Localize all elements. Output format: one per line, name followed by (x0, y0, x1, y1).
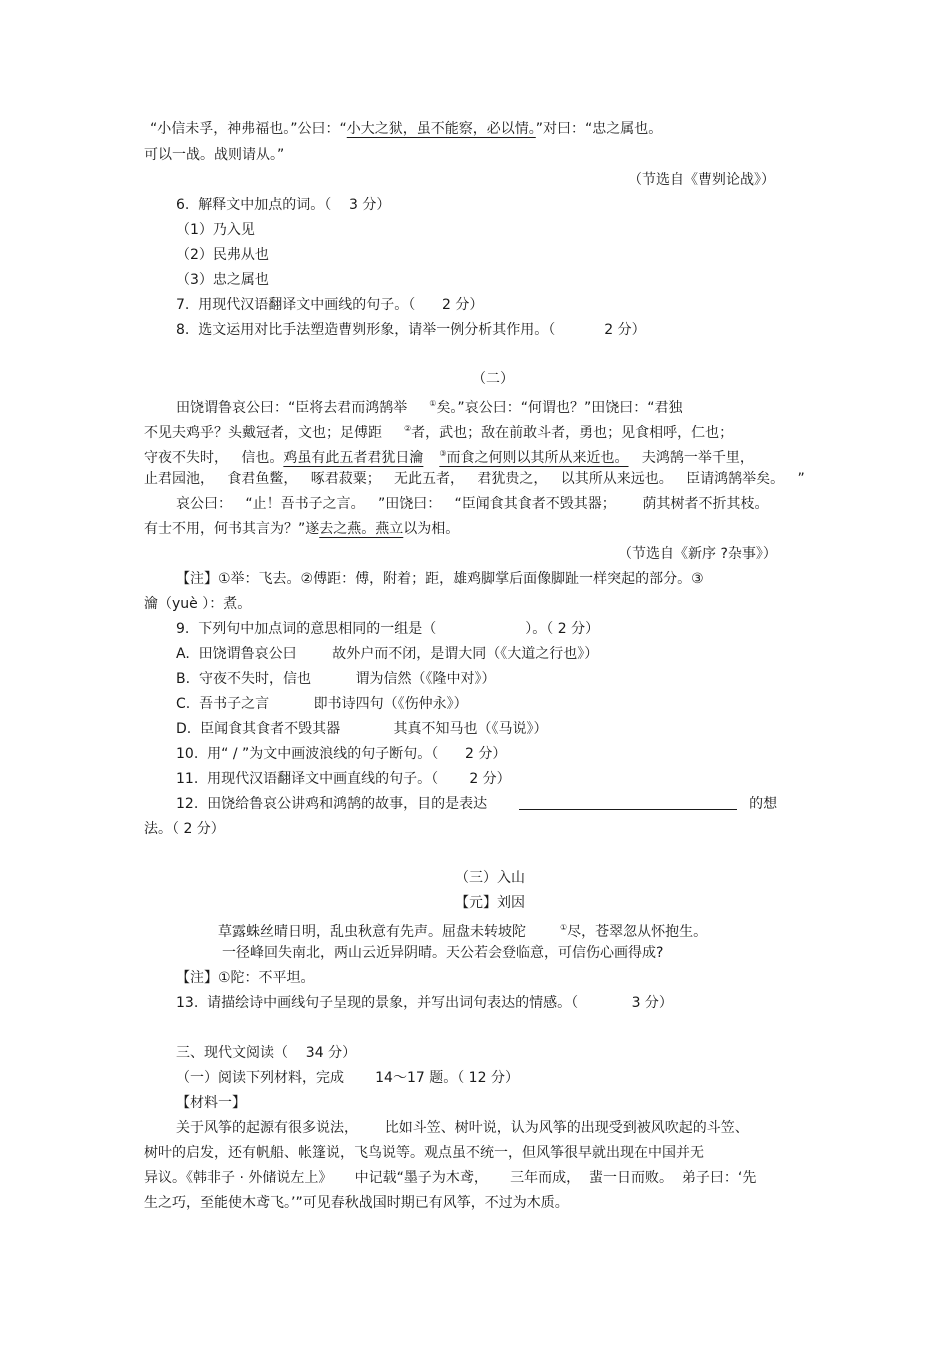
passage2-line3 (144, 444, 754, 468)
passage2-line4: 止君园池， 食君鱼鳖， 啄君菽粟； 无此五者， 君犹贵之， 以其所从来远也。 臣请鸿鹄举矣。 ” (144, 471, 805, 487)
question-6-item-3: （3）忠之属也 (176, 272, 269, 288)
question-9-option-d: D. 臣闻食其食者不毁其器 其真不知马也（《马说》） (176, 721, 548, 737)
note-mark-2: ② (404, 424, 412, 433)
passage2-note-line1: 【注】①举：飞去。②傅距：傅，附着；距，雄鸡脚掌后面像脚趾一样突起的部分。③ (176, 571, 704, 587)
passage2-line6-text-a: 有士不用，何书其言为？”遂 (144, 521, 320, 537)
poem-note-mark: ① (560, 923, 568, 932)
passage2-line2 (144, 419, 733, 443)
passage2-note-line2: 瀹（yuè ）：煮。 (144, 596, 252, 612)
passage2-source: （节选自《新序 ?杂事》） (618, 546, 777, 562)
question-12-text-b: 的想 (749, 796, 778, 812)
question-8: 8. 选文运用对比手法塑造曹刿形象，请举一例分析其作用。（ 2 分） (176, 322, 646, 338)
passage2-line5: 哀公曰： “止！吾书子之言。 ”田饶曰： “臣闻食其食者不毁其器； 荫其树者不折其枝。 (176, 496, 769, 512)
section3-heading: 三、现代文阅读（ 34 分） (176, 1045, 357, 1061)
material-label: 【材料一】 (176, 1095, 246, 1111)
material-line1: 关于风筝的起源有很多说法， 比如斗笠、树叶说，认为风筝的出现受到被风吹起的斗笠、 (176, 1120, 749, 1136)
passage1-line2: 可以一战。战则请从。” (144, 147, 285, 163)
passage1-source: （节选自《曹刿论战》） (628, 172, 775, 188)
passage2-line3-text-a: 守夜不失时， 信也。 (144, 450, 284, 466)
passage2-line1 (176, 394, 682, 418)
question-9-option-b: B. 守夜不失时，信也 谓为信然（《隆中对》） (176, 671, 496, 687)
poem-line1-text-a: 草露蛛丝晴日明，乱虫秋意有先声。屈盘未转坡陀 (218, 924, 526, 940)
question-9-option-a: A. 田饶谓鲁哀公曰 故外户而不闭，是谓大同（《大道之行也》） (176, 646, 599, 662)
question-9: 9. 下列句中加点词的意思相同的一组是（ ）。（ 2 分） (176, 621, 600, 637)
question-6-item-1: （1）乃入见 (176, 222, 255, 238)
passage1-line1 (150, 119, 662, 139)
material-line2: 树叶的启发，还有帆船、帐篷说，飞鸟说等。观点虽不统一，但风筝很早就出现在中国并无 (144, 1145, 704, 1161)
passage2-wavy-sentence (283, 450, 628, 466)
question-10: 10. 用“ / ”为文中画波浪线的句子断句。（ 2 分） (176, 746, 507, 762)
passage2-heading: （二） (472, 371, 514, 387)
poem-line1 (218, 918, 707, 942)
answer-blank[interactable] (519, 795, 737, 810)
passage2-line6-text-c: 以为相。 (403, 521, 460, 537)
question-13: 13. 请描绘诗中画线句子呈现的景象，并写出词句表达的情感。（ 3 分） (176, 995, 673, 1011)
question-6-item-2: （2）民弗从也 (176, 247, 269, 263)
passage2-line3-text-d: 夫鸿鹄一举千里， (628, 450, 754, 466)
poem-line2: 一径峰回失南北，两山云近异阴晴。天公若会登临意，可信伤心画得成? (222, 945, 664, 961)
passage2-line1-text-b: 矣。”哀公曰：“何谓也？”田饶曰：“君独 (436, 400, 683, 416)
passage1-line1-text-c: ”对曰：“忠之属也。 (535, 121, 663, 137)
section3-subheading: （一）阅读下列材料，完成 14～17 题。（ 12 分） (176, 1070, 519, 1086)
material-line3: 异议。《韩非子 · 外储说左上》 中记载“墨子为木鸢， 三年而成， 蜚一日而败。 弟子曰：‘先 (144, 1170, 757, 1186)
question-11: 11. 用现代汉语翻译文中画直线的句子。（ 2 分） (176, 771, 511, 787)
question-6: 6. 解释文中加点的词。（ 3 分） (176, 197, 391, 213)
material-line4: 生之巧，至能使木鸢飞。’”可见春秋战国时期已有风筝，不过为木质。 (144, 1195, 569, 1211)
note-mark-1: ① (429, 399, 437, 408)
passage2-wavy-text-b: 而食之何则以其所从来近也。 (446, 450, 629, 466)
question-12-text-a: 12. 田饶给鲁哀公讲鸡和鸿鹄的故事，目的是表达 (176, 796, 488, 812)
passage2-line1-text-a: 田饶谓鲁哀公曰：“臣将去君而鸿鹄举 (176, 400, 408, 416)
passage1-line1-text-a: “小信未孚，神弗福也。”公曰：“ (150, 121, 347, 137)
passage2-line2-text-a: 不见夫鸡乎？头戴冠者，文也；足傅距 (144, 425, 382, 441)
question-12-continued: 法。（ 2 分） (144, 821, 225, 837)
passage2-wavy-text-a: 鸡虽有此五者君犹日瀹 (283, 450, 424, 466)
passage2-line2-text-b: 者，武也；敌在前敢斗者，勇也；见食相呼，仁也； (411, 425, 734, 441)
poem-note: 【注】①陀：不平坦。 (176, 970, 315, 986)
passage2-straight-underlined: 去之燕。燕立 (319, 521, 404, 537)
poem-line1-text-b: 尽，苍翠忽从怀抱生。 (567, 924, 708, 940)
poem-author: 【元】刘因 (455, 895, 525, 911)
passage2-line6 (144, 519, 459, 539)
poem-title: （三）入山 (455, 870, 525, 886)
question-9-option-c: C. 吾书子之言 即书诗四句（《伤仲永》） (176, 696, 468, 712)
passage1-underlined-sentence: 小大之狱，虽不能察，必以情。 (346, 121, 536, 137)
question-7: 7. 用现代汉语翻译文中画线的句子。（ 2 分） (176, 297, 484, 313)
note-mark-3: ③ (439, 449, 447, 458)
question-12 (176, 794, 777, 814)
